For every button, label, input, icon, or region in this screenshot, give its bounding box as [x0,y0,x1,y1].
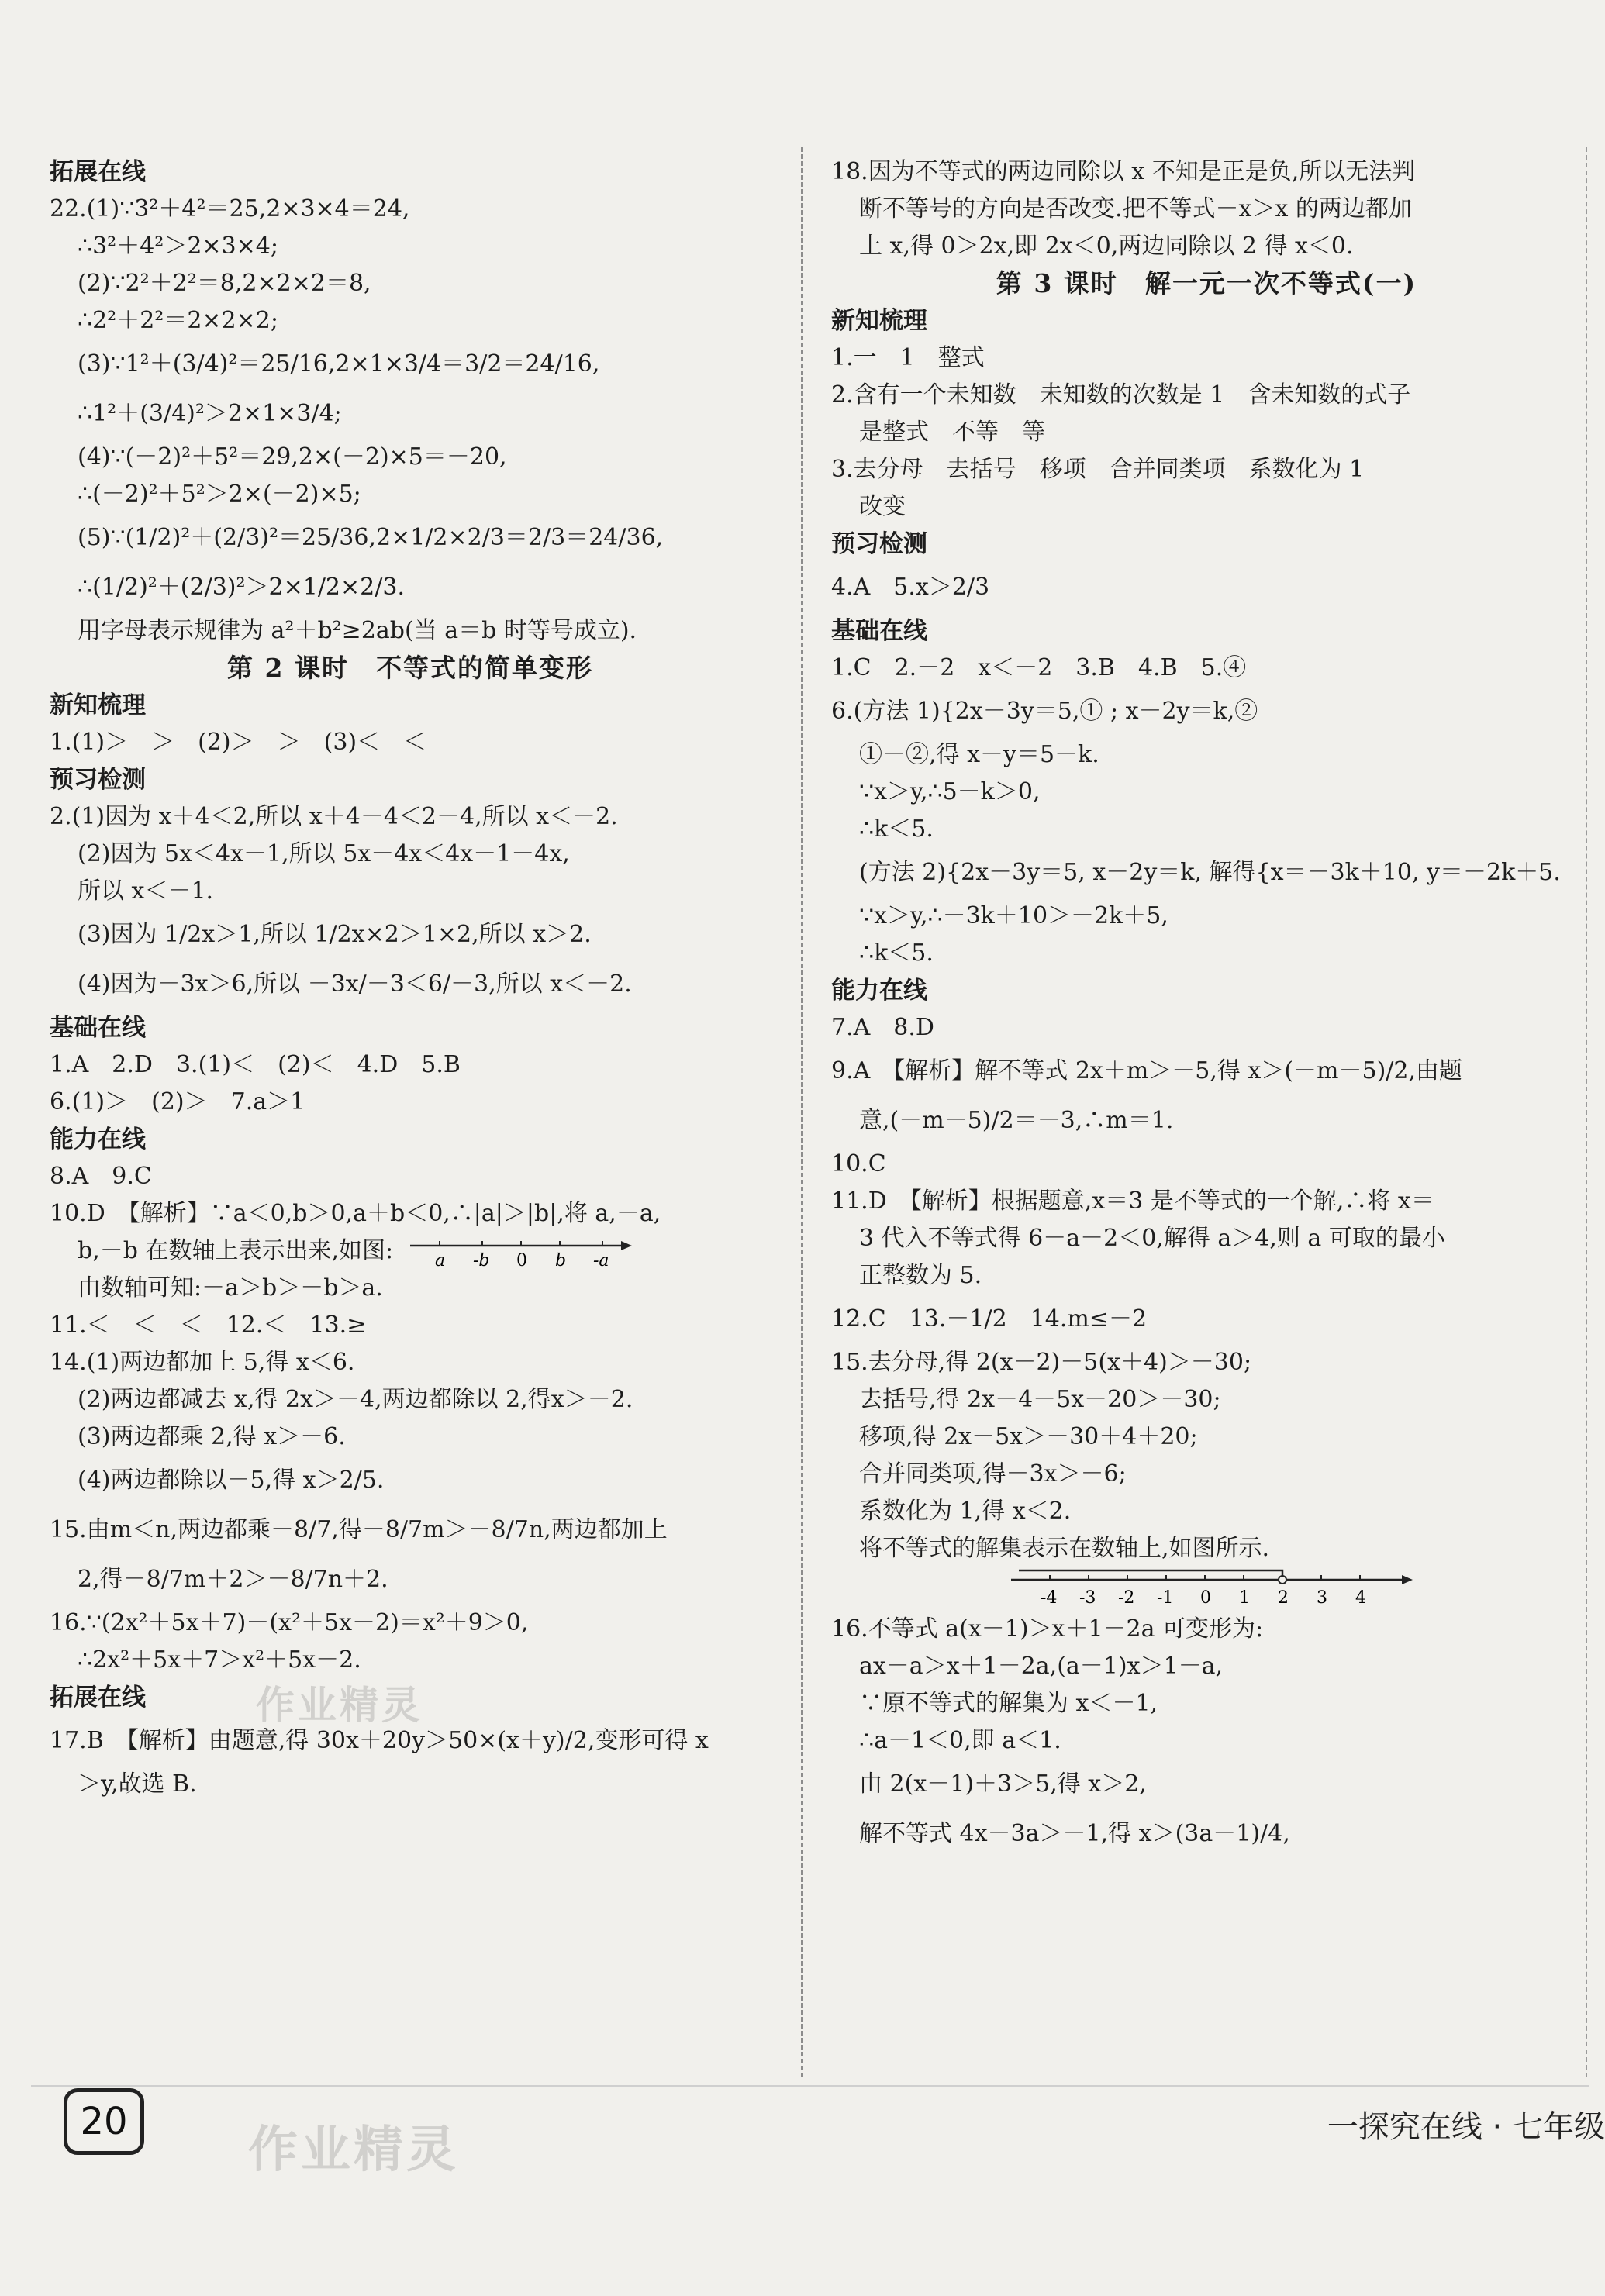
text-line: (4)∵(－2)²＋5²＝29,2×(－2)×5＝－20, [78,443,507,471]
text-line: 14.(1)两边都加上 5,得 x＜6. [50,1349,355,1376]
number-line-row [831,1567,1582,1611]
right-column [831,153,1582,1859]
tick-label: 3 [1317,1588,1327,1608]
section-heading: 新知梳理 [50,691,146,719]
section-heading: 预习检测 [831,530,927,558]
text-line: 2,得－8/7m＋2＞－8/7n＋2. [78,1566,388,1593]
text-line: 8.A 9.C [50,1163,152,1190]
watermark-stamp: 作业精灵 [248,2122,459,2179]
text-line: 去括号,得 2x－4－5x－20＞－30; [859,1386,1221,1413]
text-line: 4.A 5.x＞2/3 [831,574,990,601]
text-line: 17.B 【解析】由题意,得 30x＋20y＞50×(x＋y)/2,变形可得 x [50,1727,709,1754]
text-line: 由 2(x－1)＋3＞5,得 x＞2, [859,1770,1147,1798]
tick-label: -2 [1118,1588,1135,1608]
tick-label: b [554,1251,566,1269]
lesson-title: 第 3 课时 解一元一次不等式(一) [996,268,1417,298]
text-line: ∴2x²＋5x＋7＞x²＋5x－2. [78,1646,361,1674]
text-line: 将不等式的解集表示在数轴上,如图所示. [859,1535,1270,1562]
text-line: 10.D 【解析】∵a＜0,b＞0,a＋b＜0,∴|a|＞|b|,将 a,－a, [50,1200,661,1227]
tick-label: -1 [1157,1588,1174,1608]
tick-label: 0 [1200,1588,1211,1608]
tick-label: 4 [1355,1588,1366,1608]
text-line: 7.A 8.D [831,1014,934,1041]
text-line: 改变 [859,493,906,520]
tick-label: -3 [1079,1588,1096,1608]
text-line: 16.∵(2x²＋5x＋7)－(x²＋5x－2)＝x²＋9＞0, [50,1609,529,1636]
text-line: 1.A 2.D 3.(1)＜ (2)＜ 4.D 5.B [50,1051,461,1078]
text-line: ∴(1/2)²＋(2/3)²＞2×1/2×2/3. [78,574,405,601]
text-line: 由数轴可知:－a＞b＞－b＞a. [78,1274,383,1301]
text-line: (3)因为 1/2x＞1,所以 1/2x×2＞1×2,所以 x＞2. [78,921,592,948]
text-line: (3)∵1²＋(3/4)²＝25/16,2×1×3/4＝3/2＝24/16, [78,350,600,377]
page-number-badge: 20 [64,2088,144,2155]
watermark-stamp: 作业精灵 [256,1683,423,1728]
section-heading: 基础在线 [50,1014,146,1042]
tick-label: 1 [1239,1588,1250,1608]
text-line: 2.(1)因为 x＋4＜2,所以 x＋4－4＜2－4,所以 x＜－2. [50,803,618,830]
text-line: 合并同类项,得－3x＞－6; [859,1460,1127,1488]
tick-label: -a [592,1251,609,1269]
text-line: ∴1²＋(3/4)²＞2×1×3/4; [78,400,342,427]
text-line: 9.A 【解析】解不等式 2x＋m＞－5,得 x＞(－m－5)/2,由题 [831,1057,1463,1084]
text-line: 所以 x＜－1. [78,877,214,905]
text-line: 正整数为 5. [859,1262,982,1289]
tick-label: -b [472,1251,490,1269]
text-line: ∴a－1＜0,即 a＜1. [859,1727,1061,1754]
text-fragment: b,－b 在数轴上表示出来,如图: [78,1237,394,1264]
text-line: 用字母表示规律为 a²＋b²≥2ab(当 a＝b 时等号成立). [78,617,637,644]
text-line: ∵x＞y,∴－3k＋10＞－2k＋5, [859,902,1168,929]
section-heading: 基础在线 [831,617,927,645]
text-line: ∴3²＋4²＞2×3×4; [78,233,278,260]
text-line: (2)∵2²＋2²＝8,2×2×2＝8, [78,270,371,297]
text-line [50,1232,771,1270]
text-line: (方法 2){2x－3y＝5, x－2y＝k, 解得{x＝－3k＋10, y＝－2k＋5. [859,859,1561,886]
lesson-title: 第 2 课时 不等式的简单变形 [227,653,593,683]
text-line: (3)两边都乘 2,得 x＞－6. [78,1423,346,1450]
page-edge-line [1586,147,1587,2077]
section-heading: 新知梳理 [831,307,927,335]
text-line: 上 x,得 0＞2x,即 2x＜0,两边同除以 2 得 x＜0. [859,233,1354,260]
section-heading: 能力在线 [50,1126,146,1153]
text-line: 2.含有一个未知数 未知数的次数是 1 含未知数的式子 [831,381,1411,409]
text-line: 1.C 2.－2 x＜－2 3.B 4.B 5.④ [831,654,1247,681]
text-line: ∴2²＋2²＝2×2×2; [78,307,278,334]
text-line: ∴k＜5. [859,815,934,843]
text-line: 12.C 13.－1/2 14.m≤－2 [831,1305,1148,1332]
text-line: 1.(1)＞ ＞ (2)＞ ＞ (3)＜ ＜ [50,729,427,756]
footer-title: 一探究在线 · 七年级 [1327,2109,1605,2145]
text-line: 系数化为 1,得 x＜2. [859,1498,1072,1525]
text-line: 10.C [831,1150,886,1177]
footer-rule [31,2085,1589,2087]
text-line: 15.去分母,得 2(x－2)－5(x＋4)＞－30; [831,1349,1252,1376]
text-line: 移项,得 2x－5x＞－30＋4＋20; [859,1423,1198,1450]
text-line: 意,(－m－5)/2＝－3,∴m＝1. [859,1107,1174,1134]
text-line: ax－a＞x＋1－2a,(a－1)x＞1－a, [859,1653,1224,1680]
text-line: ∵原不等式的解集为 x＜－1, [859,1690,1158,1717]
tick-label: 0 [516,1251,527,1269]
text-line: (2)因为 5x＜4x－1,所以 5x－4x＜4x－1－4x, [78,840,570,867]
text-line: 1.一 1 整式 [831,344,985,371]
text-line: (4)两边都除以－5,得 x＞2/5. [78,1467,385,1494]
tick-label: a [434,1251,445,1269]
text-line: 3.去分母 去括号 移项 合并同类项 系数化为 1 [831,456,1365,483]
text-line: (5)∵(1/2)²＋(2/3)²＝25/36,2×1/2×2/3＝2/3＝24/36, [78,524,664,551]
text-line: 是整式 不等 等 [859,419,1045,446]
text-line: ∴(－2)²＋5²＞2×(－2)×5; [78,481,361,508]
section-heading: 拓展在线 [50,158,146,186]
text-line: ∴k＜5. [859,939,934,967]
text-line: 6.(方法 1){2x－3y＝5,① ; x－2y＝k,② [831,698,1258,725]
text-line: 11.＜ ＜ ＜ 12.＜ 13.≥ [50,1312,367,1339]
text-line: (4)因为－3x＞6,所以 －3x/－3＜6/－3,所以 x＜－2. [78,970,632,998]
text-line: (2)两边都减去 x,得 2x＞－4,两边都除以 2,得x＞－2. [78,1386,633,1413]
text-line: 15.由m＜n,两边都乘－8/7,得－8/7m＞－8/7n,两边都加上 [50,1516,668,1543]
number-line-diagram [409,1235,633,1269]
section-heading: 拓展在线 [50,1684,146,1712]
text-line: 断不等号的方向是否改变.把不等式－x＞x 的两边都加 [859,195,1412,222]
text-line: ∵x＞y,∴5－k＞0, [859,778,1041,805]
text-line: ＞y,故选 B. [78,1770,197,1798]
text-line: 3 代入不等式得 6－a－2＜0,解得 a＞4,则 a 可取的最小 [859,1225,1445,1252]
text-line: 解不等式 4x－3a＞－1,得 x＞(3a－1)/4, [859,1820,1290,1847]
text-line: 11.D 【解析】根据题意,x＝3 是不等式的一个解,∴将 x＝ [831,1188,1434,1215]
column-divider [801,147,803,2077]
number-line-diagram [1011,1567,1414,1611]
section-heading: 能力在线 [831,977,927,1005]
text-line: ①－②,得 x－y＝5－k. [859,741,1099,768]
left-column [50,153,771,1803]
tick-label: -4 [1041,1588,1058,1608]
text-line: 18.因为不等式的两边同除以 x 不知是正是负,所以无法判 [831,158,1416,185]
text-line: 16.不等式 a(x－1)＞x＋1－2a 可变形为: [831,1615,1264,1643]
text-line: 6.(1)＞ (2)＞ 7.a＞1 [50,1088,305,1115]
text-line: 22.(1)∵3²＋4²＝25,2×3×4＝24, [50,195,410,222]
section-heading: 预习检测 [50,766,146,794]
tick-label: 2 [1278,1588,1289,1608]
